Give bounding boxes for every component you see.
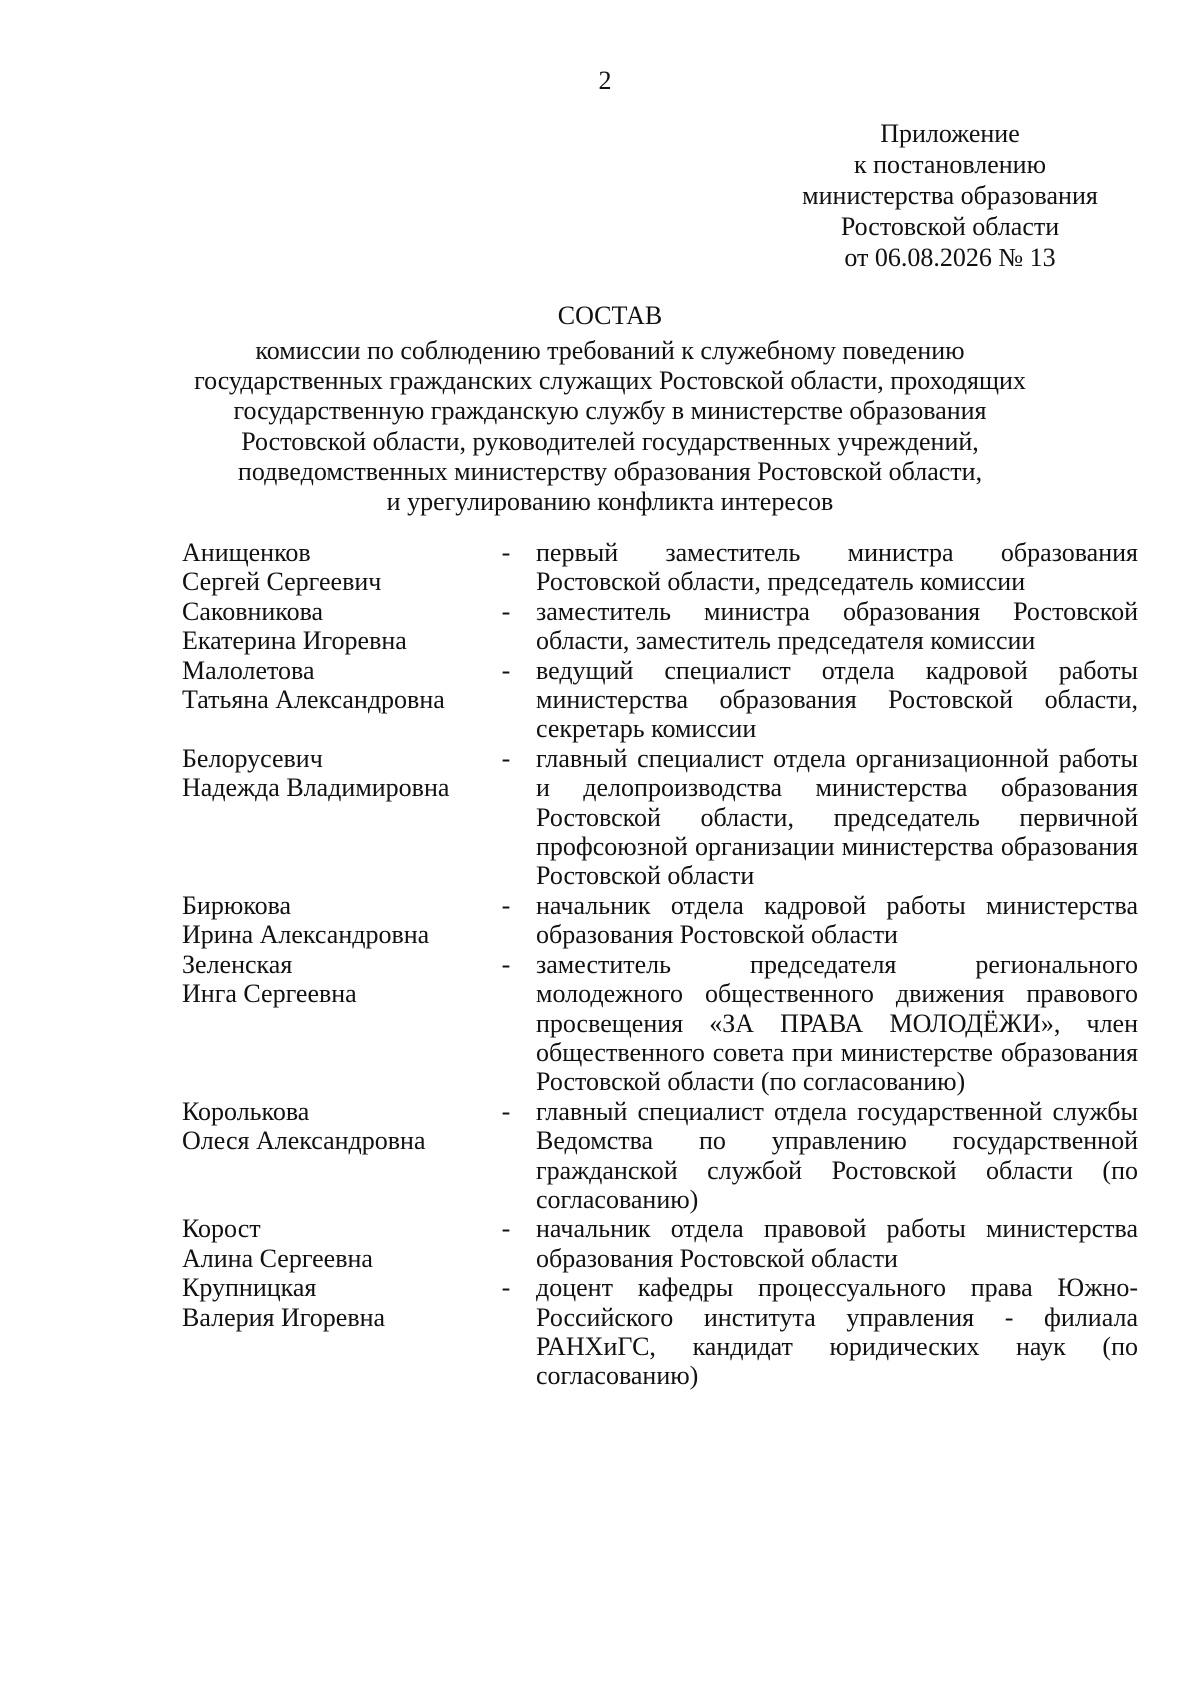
- member-dash: -: [501, 655, 511, 685]
- member-role: заместитель министра образования Ростовской области, заместитель председателя комиссии: [536, 596, 1138, 656]
- subtitle-line: государственную гражданскую службу в министерстве образования: [233, 396, 987, 426]
- member-given-name: Татьяна Александровна: [182, 685, 445, 715]
- subtitle-line: комиссии по соблюдению требований к служебному поведению: [255, 336, 965, 365]
- member-given-name: Надежда Владимировна: [182, 773, 450, 803]
- subtitle-line: государственных гражданских служащих Ростовской области, проходящих: [194, 366, 1026, 396]
- member-surname: Малолетова: [182, 655, 315, 685]
- member-surname: Анищенков: [182, 538, 311, 567]
- member-surname: Белорусевич: [182, 743, 323, 773]
- member-surname: Саковникова: [182, 596, 324, 626]
- member-row: [0, 891, 1200, 950]
- member-role: заместитель председателя регионального молодежного общественного движения правового просвещения «ЗА ПРАВА МОЛОДЁЖИ», член общественного совета при министерстве образования Ростовской области (по согласованию): [536, 949, 1138, 1097]
- member-name: [182, 538, 476, 597]
- member-dash: -: [501, 743, 511, 773]
- appendix-line: к постановлению: [853, 150, 1047, 179]
- member-dash: -: [501, 949, 511, 979]
- member-name: [182, 656, 476, 744]
- member-given-name: Екатерина Игоревна: [182, 626, 407, 656]
- member-surname: Королькова: [182, 1096, 310, 1126]
- member-row: [0, 744, 1200, 891]
- member-dash: -: [501, 890, 511, 920]
- member-row: [0, 656, 1200, 744]
- subtitle-line: подведомственных министерству образования Ростовской области,: [237, 456, 983, 486]
- member-role: начальник отдела правовой работы министерства образования Ростовской области: [536, 1214, 1138, 1273]
- member-surname: Зеленская: [182, 949, 293, 979]
- member-name: [182, 950, 476, 1097]
- appendix-line: Ростовской области: [840, 212, 1060, 241]
- member-given-name: Инга Сергеевна: [182, 979, 357, 1009]
- member-role: главный специалист отдела государственной службы Ведомства по управлению государственной гражданской службой Ростовской области (по согласованию): [536, 1096, 1138, 1214]
- appendix-heading: [780, 118, 1120, 273]
- member-name: [182, 597, 476, 656]
- member-row: [0, 1097, 1200, 1215]
- members-list: [0, 538, 1200, 1391]
- member-role: первый заместитель министра образования Ростовской области, председатель комиссии: [536, 538, 1138, 597]
- member-surname: Бирюкова: [182, 890, 292, 920]
- member-name: [182, 1273, 476, 1391]
- member-dash: -: [501, 1214, 511, 1244]
- member-surname: Корост: [182, 1214, 261, 1244]
- member-given-name: Валерия Игоревна: [182, 1302, 386, 1332]
- member-row: [0, 597, 1200, 656]
- appendix-line: от 06.08.2026 № 13: [844, 243, 1056, 272]
- page-number: 2: [598, 66, 612, 95]
- member-surname: Крупницкая: [182, 1273, 317, 1303]
- member-name: [182, 1214, 476, 1273]
- document-subtitle: [150, 336, 1070, 517]
- document-title-block: [150, 296, 1070, 517]
- member-role: главный специалист отдела организационной работы и делопроизводства министерства образования Ростовской области, председатель первичной профсоюзной организации министерства образования Ростовской области: [536, 743, 1138, 891]
- document-title: СОСТАВ: [557, 301, 663, 330]
- member-given-name: Сергей Сергеевич: [182, 567, 382, 597]
- member-dash: -: [501, 538, 511, 567]
- member-role: доцент кафедры процессуального права Южно-Российского института управления - филиала РАНХиГС, кандидат юридических наук (по согласованию): [536, 1273, 1138, 1391]
- appendix-line: министерства образования: [802, 181, 1098, 210]
- member-dash: -: [501, 596, 511, 626]
- appendix-line: Приложение: [880, 119, 1020, 148]
- member-row: [0, 538, 1200, 597]
- member-dash: -: [501, 1096, 511, 1126]
- member-name: [182, 1097, 476, 1215]
- member-dash: -: [501, 1273, 511, 1303]
- member-row: [0, 1214, 1200, 1273]
- member-given-name: Ирина Александровна: [182, 920, 430, 950]
- member-given-name: Олеся Александровна: [182, 1126, 426, 1156]
- member-name: [182, 744, 476, 891]
- subtitle-line: и урегулированию конфликта интересов: [386, 487, 834, 517]
- member-role: начальник отдела кадровой работы министерства образования Ростовской области: [536, 890, 1138, 950]
- member-given-name: Алина Сергеевна: [182, 1243, 373, 1273]
- member-role: ведущий специалист отдела кадровой работы министерства образования Ростовской области, секретарь комиссии: [536, 655, 1138, 744]
- member-row: [0, 950, 1200, 1097]
- subtitle-line: Ростовской области, руководителей государственных учреждений,: [241, 426, 979, 456]
- member-row: [0, 1273, 1200, 1391]
- member-name: [182, 891, 476, 950]
